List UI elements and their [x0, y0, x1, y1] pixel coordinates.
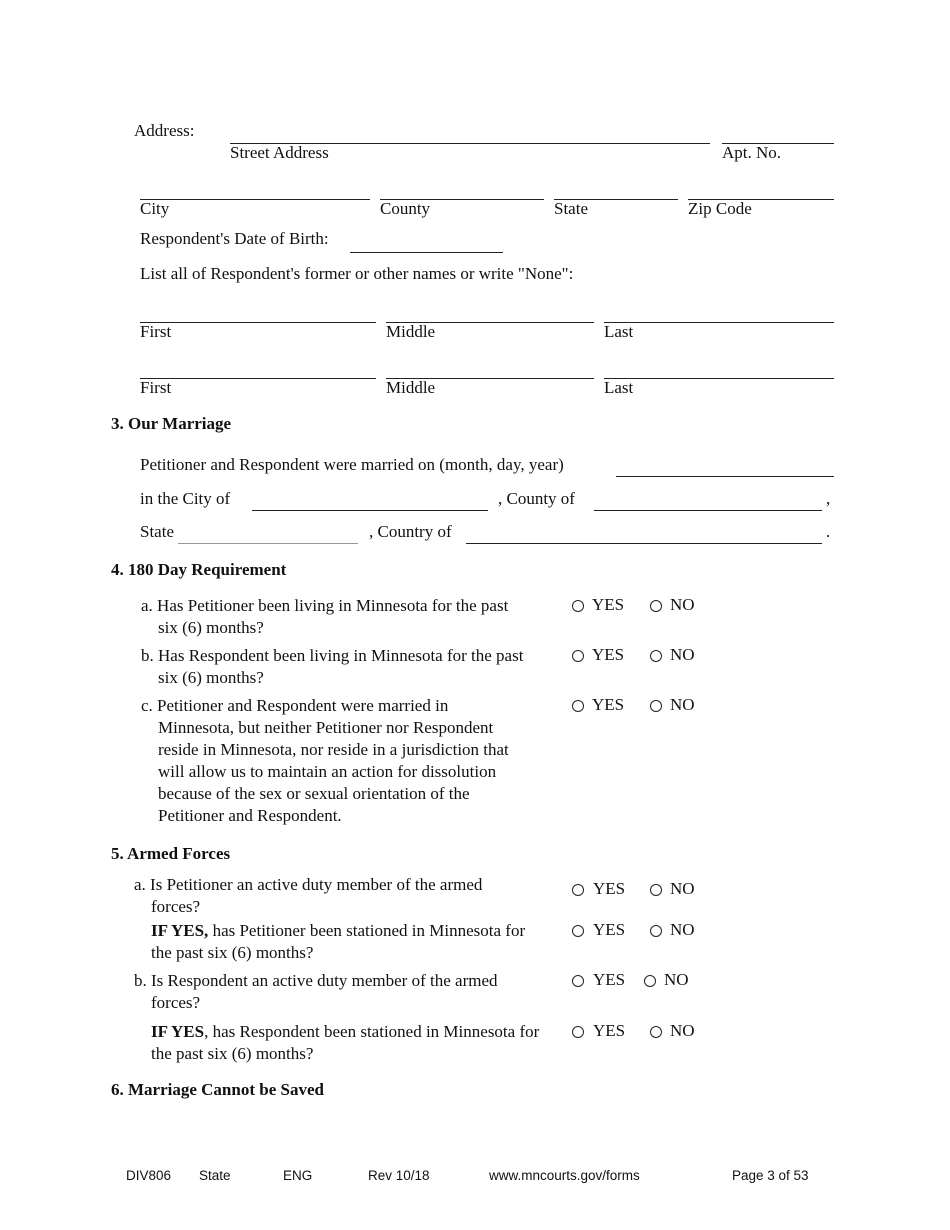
question-4a-text-cont: six (6) months?	[158, 618, 264, 637]
dob-field[interactable]	[350, 252, 503, 253]
question-4c-text-cont: reside in Minnesota, nor reside in a jurisdiction that	[158, 740, 509, 759]
first-caption: First	[140, 322, 172, 341]
marriage-country-field[interactable]	[466, 543, 822, 544]
no-radio[interactable]	[650, 1026, 662, 1038]
question-5a-text-cont: forces?	[151, 897, 201, 916]
yes-radio[interactable]	[572, 1026, 584, 1038]
question-4b-text: b. Has Respondent been living in Minnesota for the past	[141, 646, 524, 665]
no-radio[interactable]	[650, 884, 662, 896]
if-yes-label: IF YES,	[151, 921, 209, 940]
yes-radio[interactable]	[572, 884, 584, 896]
question-5b-text: b. Is Respondent an active duty member of the armed	[134, 971, 498, 990]
no-label: NO	[670, 645, 695, 664]
footer-jurisdiction: State	[199, 1168, 231, 1183]
marriage-city-field[interactable]	[252, 510, 488, 511]
our-marriage-heading: 3. Our Marriage	[111, 414, 232, 433]
county-of-label: , County of	[498, 489, 575, 508]
middle-caption: Middle	[386, 322, 436, 341]
zip-code-caption: Zip Code	[688, 199, 752, 218]
yes-label: YES	[592, 695, 625, 714]
yes-radio[interactable]	[572, 975, 584, 987]
middle-caption: Middle	[386, 378, 436, 397]
day-requirement-heading: 4. 180 Day Requirement	[111, 560, 287, 579]
question-4c-text-cont: Minnesota, but neither Petitioner nor Respondent	[158, 718, 494, 737]
question-5b-followup	[151, 1021, 561, 1065]
no-radio[interactable]	[650, 650, 662, 662]
question-4a-text: a. Has Petitioner been living in Minnesota for the past	[141, 596, 509, 615]
married-on-label: Petitioner and Respondent were married on (month, day, year)	[140, 455, 564, 474]
address-label: Address:	[134, 121, 195, 140]
followup-text-cont: the past six (6) months?	[151, 1044, 314, 1063]
city-of-label: in the City of	[140, 489, 231, 508]
footer-url-link[interactable]: www.mncourts.gov/forms	[489, 1168, 640, 1183]
no-radio[interactable]	[650, 700, 662, 712]
last-caption: Last	[604, 322, 634, 341]
yes-radio[interactable]	[572, 600, 584, 612]
state-label: State	[140, 522, 174, 541]
yes-label: YES	[592, 645, 625, 664]
city-field[interactable]	[140, 199, 370, 200]
no-label: NO	[670, 1021, 695, 1040]
question-4c	[141, 695, 571, 827]
yes-radio[interactable]	[572, 650, 584, 662]
yes-label: YES	[592, 595, 625, 614]
last-caption: Last	[604, 378, 634, 397]
no-label: NO	[670, 595, 695, 614]
question-4c-text-cont: will allow us to maintain an action for dissolution	[158, 762, 497, 781]
yes-radio[interactable]	[572, 925, 584, 937]
former-first-name-field[interactable]	[140, 378, 376, 379]
dob-label: Respondent's Date of Birth:	[140, 229, 329, 248]
question-4b-text-cont: six (6) months?	[158, 668, 264, 687]
no-radio[interactable]	[650, 925, 662, 937]
footer-page-number: Page 3 of 53	[732, 1168, 809, 1183]
yes-label: YES	[593, 970, 626, 989]
footer-form-id: DIV806	[126, 1168, 172, 1183]
question-5a	[134, 874, 554, 918]
if-yes-label: IF YES	[151, 1022, 205, 1041]
footer-language: ENG	[283, 1168, 313, 1183]
armed-forces-heading: 5. Armed Forces	[111, 844, 231, 863]
question-5b	[134, 970, 554, 1014]
question-5a-followup	[151, 920, 561, 964]
former-first-name-field[interactable]	[140, 322, 376, 323]
marriage-cannot-be-saved-heading: 6. Marriage Cannot be Saved	[111, 1080, 324, 1099]
county-caption: County	[380, 199, 431, 218]
followup-text: , has Respondent been stationed in Minnesota for	[204, 1022, 540, 1041]
yes-label: YES	[593, 1021, 626, 1040]
question-5a-text: a. Is Petitioner an active duty member of the armed	[134, 875, 483, 894]
yes-label: YES	[593, 879, 626, 898]
question-4b	[141, 645, 571, 689]
followup-text: has Petitioner been stationed in Minnesota for	[208, 921, 526, 940]
followup-text-cont: the past six (6) months?	[151, 943, 314, 962]
marriage-date-field[interactable]	[616, 476, 834, 477]
yes-radio[interactable]	[572, 700, 584, 712]
former-last-name-field[interactable]	[604, 322, 834, 323]
no-radio[interactable]	[644, 975, 656, 987]
apt-number-caption: Apt. No.	[722, 143, 782, 162]
no-label: NO	[670, 879, 695, 898]
former-names-prompt: List all of Respondent's former or other names or write "None":	[140, 264, 574, 283]
no-label: NO	[670, 695, 695, 714]
question-5b-text-cont: forces?	[151, 993, 201, 1012]
state-caption: State	[554, 199, 588, 218]
city-caption: City	[140, 199, 170, 218]
question-4a	[141, 595, 571, 639]
question-4c-text-cont: because of the sex or sexual orientation of the	[158, 784, 470, 803]
marriage-state-field[interactable]	[178, 543, 358, 544]
marriage-county-field[interactable]	[594, 510, 822, 511]
period-punctuation: .	[826, 522, 831, 541]
country-of-label: , Country of	[369, 522, 452, 541]
yes-label: YES	[593, 920, 626, 939]
no-label: NO	[670, 920, 695, 939]
question-4c-text: c. Petitioner and Respondent were married in	[141, 696, 449, 715]
no-label: NO	[664, 970, 689, 989]
street-address-caption: Street Address	[230, 143, 329, 162]
former-last-name-field[interactable]	[604, 378, 834, 379]
first-caption: First	[140, 378, 172, 397]
no-radio[interactable]	[650, 600, 662, 612]
comma-punctuation: ,	[826, 489, 831, 508]
question-4c-text-cont: Petitioner and Respondent.	[158, 806, 342, 825]
footer-revision: Rev 10/18	[368, 1168, 430, 1183]
